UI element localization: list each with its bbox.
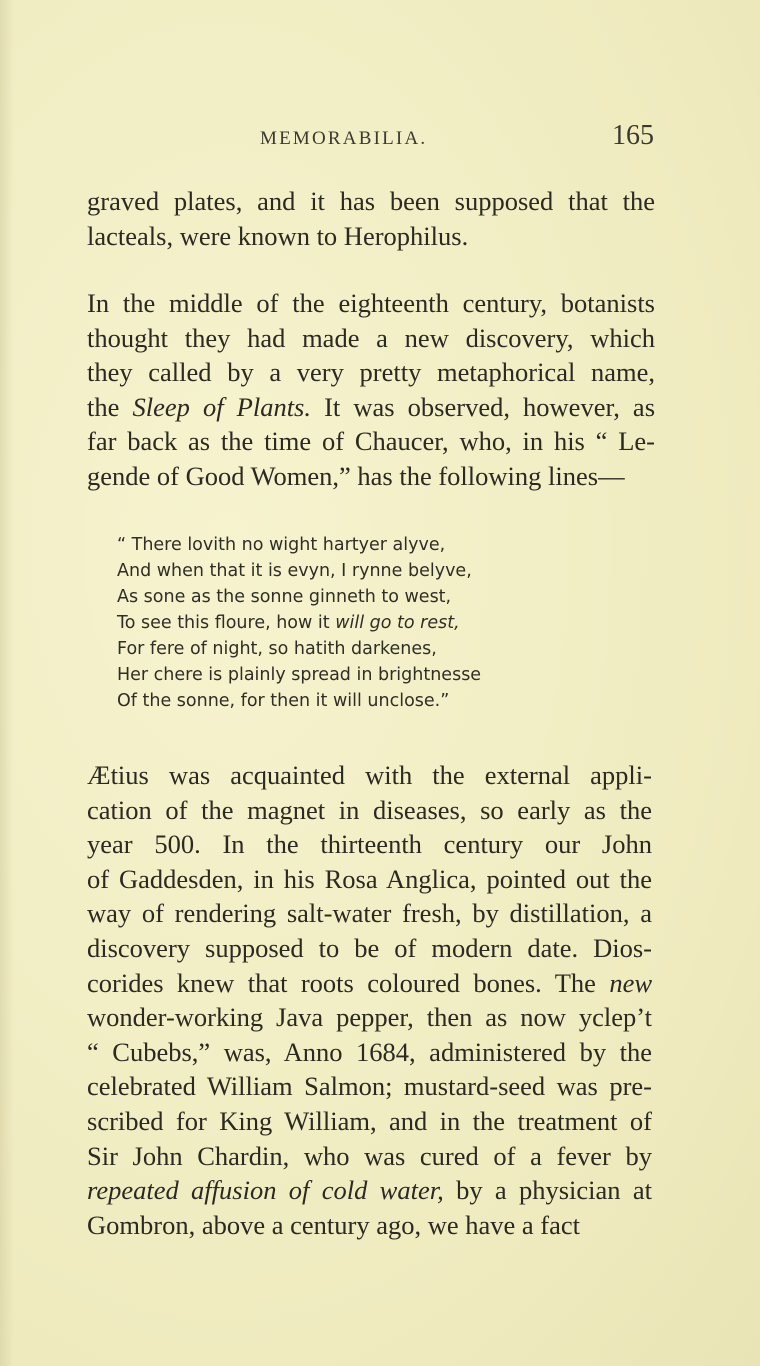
text-line: Sir John Chardin, who was cured of a fever by <box>87 1140 652 1171</box>
running-title: MEMORABILIA. <box>260 128 428 149</box>
poem-line: “ There lovith no wight hartyer alyve, <box>117 535 446 555</box>
text-line: wonder-working Java pepper, then as now yclep’t <box>87 1002 652 1033</box>
page-gutter-shadow <box>0 0 14 1366</box>
text-line-with-italic <box>87 966 652 1001</box>
text-fragment: by a physician at <box>456 1175 652 1206</box>
text-fragment: It was observed, however, as <box>324 391 656 422</box>
text-fragment: corides knew that roots coloured bones. The <box>87 967 596 998</box>
text-fragment: To see this floure, how it <box>117 613 330 633</box>
paragraph-lacteals <box>87 184 655 253</box>
text-line: cation of the magnet in diseases, so early as the <box>87 794 652 825</box>
text-line: way of rendering salt-water fresh, by distillation, a <box>87 898 652 929</box>
page-number: 165 <box>612 120 654 151</box>
text-line: Gombron, above a century ago, we have a fact <box>87 1209 580 1240</box>
poem-line: Of the sonne, for then it will unclose.” <box>117 691 450 711</box>
text-line: of Gaddesden, in his Rosa Anglica, pointed out the <box>87 863 652 894</box>
chaucer-quotation <box>117 532 637 714</box>
text-line: Ætius was acquainted with the external appli- <box>87 760 652 790</box>
italic-word: new <box>609 967 653 998</box>
text-line: they called by a very pretty metaphorical name, <box>87 357 655 388</box>
text-line: “ Cubebs,” was, Anno 1684, administered by the <box>87 1036 652 1067</box>
text-line: thought they had made a new discovery, which <box>87 322 655 353</box>
poem-line: Her chere is plainly spread in brightnesse <box>117 665 482 685</box>
text-line: In the middle of the eighteenth century, botanists <box>87 288 655 318</box>
text-line-with-italic <box>87 390 655 425</box>
poem-line: And when that it is evyn, I rynne belyve, <box>117 561 472 581</box>
text-line: lacteals, were known to Herophilus. <box>87 220 469 251</box>
text-line: discovery supposed to be of modern date. Dios- <box>87 932 652 963</box>
text-line: year 500. In the thirteenth century our John <box>87 829 652 860</box>
text-line-with-italic <box>87 1173 652 1208</box>
italic-phrase: repeated affusion of cold water, <box>87 1175 444 1206</box>
text-fragment: the <box>87 391 120 422</box>
text-line: gende of Good Women,” has the following lines— <box>87 460 625 491</box>
paragraph-sleep-of-plants <box>87 286 655 494</box>
italic-phrase: will go to rest, <box>335 613 460 633</box>
poem-line: As sone as the sonne ginneth to west, <box>117 587 452 607</box>
running-head <box>260 118 660 158</box>
poem-line-with-italic <box>117 610 637 636</box>
text-line: graved plates, and it has been supposed that the <box>87 186 655 216</box>
text-line: far back as the time of Chaucer, who, in his “ Le- <box>87 426 655 457</box>
text-line: scribed for King William, and in the treatment of <box>87 1105 652 1136</box>
poem-line: For fere of night, so hatith darkenes, <box>117 639 437 659</box>
paragraph-aetius <box>87 758 652 1242</box>
text-line: celebrated William Salmon; mustard-seed was pre- <box>87 1071 652 1102</box>
italic-title: Sleep of Plants. <box>132 391 311 422</box>
